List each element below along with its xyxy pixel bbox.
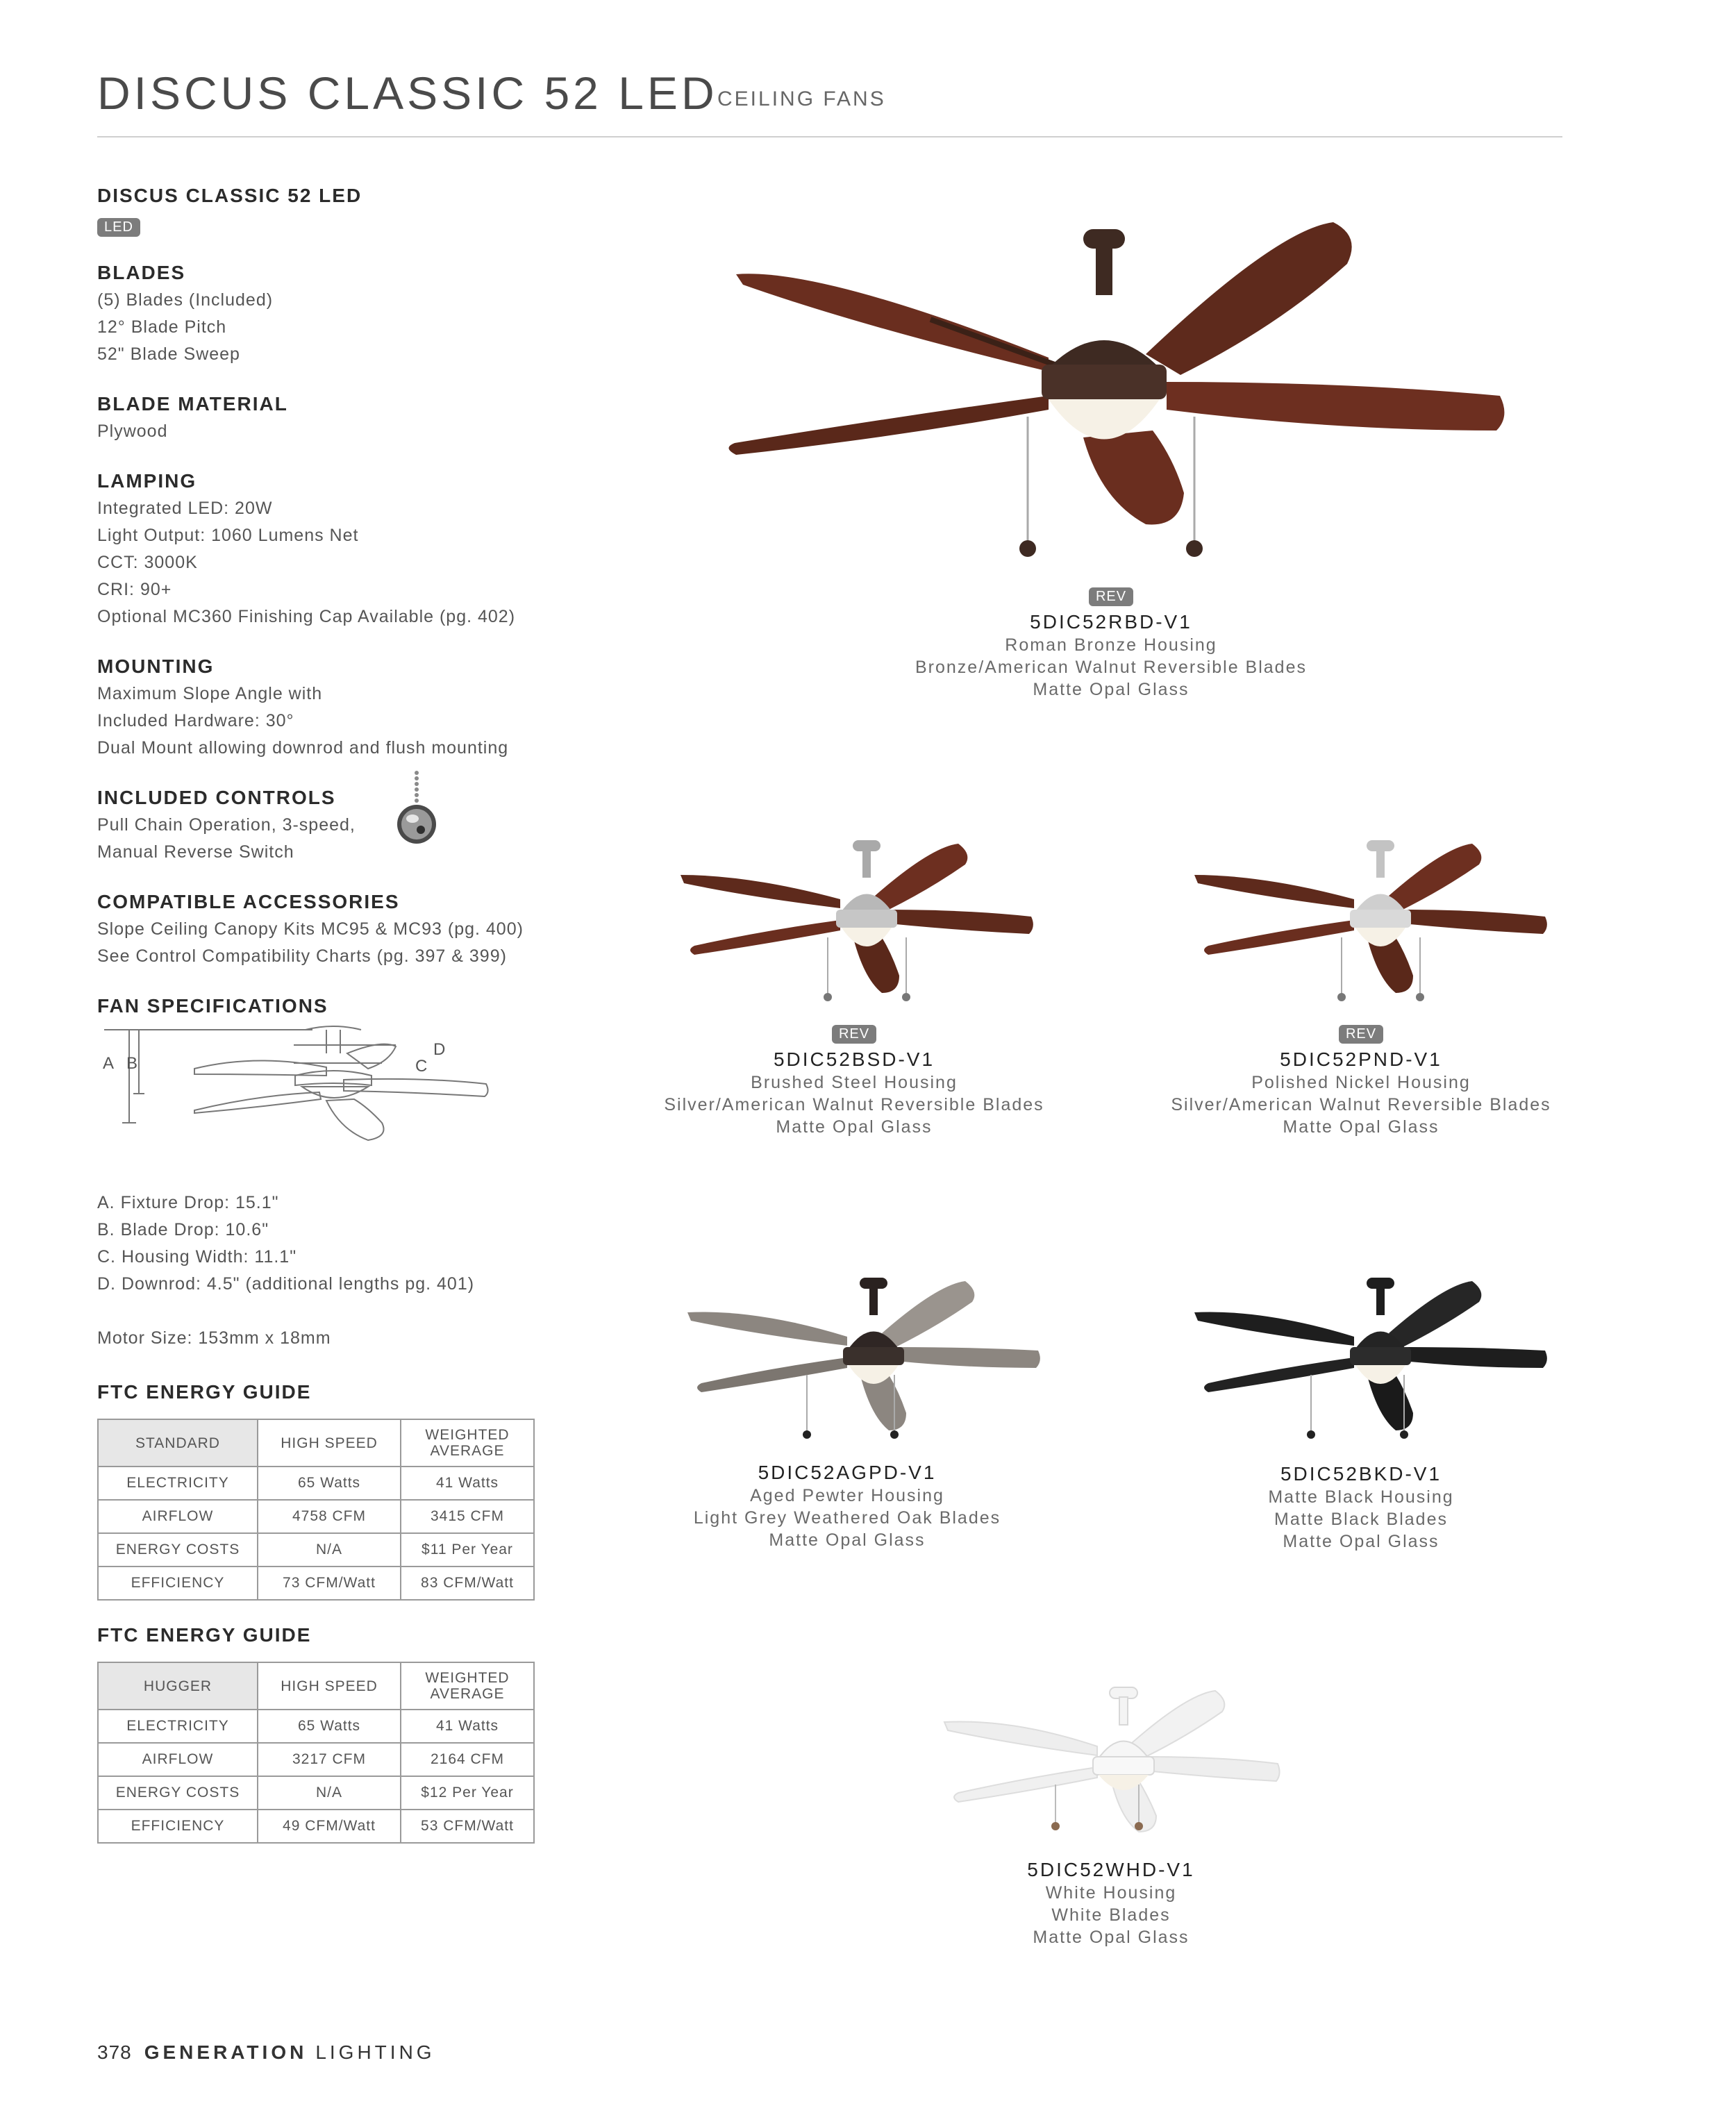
fan-specifications-heading: FAN SPECIFICATIONS: [97, 995, 328, 1017]
fan-specifications-section: [97, 992, 556, 1352]
product-desc-line: Matte Opal Glass: [776, 1117, 933, 1137]
high-speed-cell: 49 CFM/Watt: [258, 1810, 401, 1843]
ftc-standard-table: [97, 1419, 535, 1601]
row-label: EFFICIENCY: [98, 1567, 258, 1600]
product-card-white: [882, 1858, 1340, 1948]
row-label: ELECTRICITY: [98, 1710, 258, 1743]
table-row: [98, 1743, 534, 1776]
pull-chain-icon: [389, 770, 444, 846]
rev-badge: REV: [832, 1025, 876, 1044]
ftc-standard-heading: FTC ENERGY GUIDE: [97, 1381, 312, 1403]
blades-line: 52" Blade Sweep: [97, 344, 240, 364]
dimension-line: D. Downrod: 4.5" (additional lengths pg. 401): [97, 1274, 475, 1294]
accessories-heading: COMPATIBLE ACCESSORIES: [97, 891, 400, 912]
table-row: [98, 1567, 534, 1600]
product-desc-line: Polished Nickel Housing: [1251, 1073, 1471, 1092]
diagram-label-d: D: [433, 1040, 446, 1059]
row-label: AIRFLOW: [98, 1500, 258, 1533]
lamping-section: [97, 467, 556, 630]
led-badge: LED: [97, 218, 140, 237]
fan-image-aged-pewter: [674, 1271, 1062, 1451]
weighted-average-cell: 41 Watts: [401, 1710, 534, 1743]
weighted-average-cell: 2164 CFM: [401, 1743, 534, 1776]
fan-image-roman-bronze: [722, 208, 1514, 569]
column-header: HIGH SPEED: [258, 1419, 401, 1467]
table-row: [98, 1500, 534, 1533]
column-header-line: WEIGHTED: [425, 1670, 510, 1686]
row-label: AIRFLOW: [98, 1743, 258, 1776]
product-name-section: [97, 182, 556, 237]
lamping-line: Integrated LED: 20W: [97, 499, 273, 518]
product-model: 5DIC52RBD-V1: [1030, 611, 1192, 633]
page-title: DISCUS CLASSIC 52 LED: [97, 67, 718, 119]
dimension-line: B. Blade Drop: 10.6": [97, 1220, 269, 1239]
brand-suffix: LIGHTING: [315, 2041, 435, 2063]
ftc-hugger-table: [97, 1662, 535, 1844]
lamping-line: Optional MC360 Finishing Cap Available (pg. 402): [97, 607, 516, 626]
diagram-label-c: C: [415, 1057, 428, 1076]
weighted-average-cell: $12 Per Year: [401, 1776, 534, 1810]
product-desc-line: Roman Bronze Housing: [1005, 635, 1217, 655]
fan-dimension-diagram: [97, 1026, 514, 1158]
weighted-average-cell: 41 Watts: [401, 1467, 534, 1500]
lamping-line: CCT: 3000K: [97, 553, 198, 572]
included-controls-section: [97, 784, 556, 866]
product-desc-line: Matte Opal Glass: [1283, 1117, 1439, 1137]
product-desc-line: Matte Opal Glass: [1033, 1928, 1190, 1947]
brand-name: GENERATION: [144, 2041, 308, 2063]
included-controls-heading: INCLUDED CONTROLS: [97, 787, 336, 808]
weighted-average-cell: 53 CFM/Watt: [401, 1810, 534, 1843]
row-label: ENERGY COSTS: [98, 1776, 258, 1810]
fan-image-matte-black: [1180, 1271, 1569, 1451]
product-desc-line: White Blades: [1051, 1905, 1171, 1925]
blades-line: 12° Blade Pitch: [97, 317, 227, 337]
high-speed-cell: N/A: [258, 1776, 401, 1810]
mounting-line: Dual Mount allowing downrod and flush mounting: [97, 738, 509, 758]
blades-heading: BLADES: [97, 262, 186, 283]
high-speed-cell: 4758 CFM: [258, 1500, 401, 1533]
accessories-line: See Control Compatibility Charts (pg. 397 & 399): [97, 946, 507, 966]
product-desc-line: Matte Opal Glass: [1033, 680, 1190, 699]
high-speed-cell: 65 Watts: [258, 1710, 401, 1743]
product-model: 5DIC52BSD-V1: [773, 1049, 935, 1070]
rev-badge: REV: [1089, 587, 1133, 606]
table-row: [98, 1467, 534, 1500]
high-speed-cell: N/A: [258, 1533, 401, 1567]
product-desc-line: Aged Pewter Housing: [750, 1486, 944, 1505]
column-header: HUGGER: [98, 1662, 258, 1710]
row-label: ELECTRICITY: [98, 1467, 258, 1500]
ftc-standard-section: [97, 1378, 556, 1601]
column-header: [401, 1419, 534, 1467]
product-card-aged-pewter: [618, 1461, 1076, 1551]
spec-column: [97, 182, 556, 1844]
fan-image-polished-nickel: [1180, 833, 1569, 1014]
dimension-line: A. Fixture Drop: 15.1": [97, 1193, 279, 1212]
lamping-line: Light Output: 1060 Lumens Net: [97, 526, 359, 545]
fan-image-white: [930, 1680, 1292, 1847]
motor-size: Motor Size: 153mm x 18mm: [97, 1328, 331, 1348]
row-label: EFFICIENCY: [98, 1810, 258, 1843]
product-name-heading: DISCUS CLASSIC 52 LED: [97, 185, 362, 206]
product-model: 5DIC52BKD-V1: [1280, 1463, 1442, 1485]
product-card-roman-bronze: [882, 587, 1340, 701]
fan-image-brushed-steel: [667, 833, 1055, 1014]
product-card-matte-black: [1132, 1462, 1590, 1553]
mounting-line: Maximum Slope Angle with: [97, 684, 323, 703]
product-model: 5DIC52AGPD-V1: [758, 1462, 937, 1483]
mounting-heading: MOUNTING: [97, 655, 215, 677]
title-divider: [97, 136, 1562, 137]
controls-line: Manual Reverse Switch: [97, 842, 294, 862]
table-row: [98, 1710, 534, 1743]
ftc-hugger-section: [97, 1621, 556, 1844]
blade-material-heading: BLADE MATERIAL: [97, 393, 288, 415]
product-card-polished-nickel: [1132, 1025, 1590, 1138]
page-number: 378: [97, 2041, 132, 2063]
product-desc-line: Matte Black Blades: [1274, 1510, 1448, 1529]
diagram-label-a: A: [103, 1054, 115, 1073]
column-header-line: WEIGHTED: [425, 1427, 510, 1443]
product-desc-line: Matte Opal Glass: [769, 1530, 926, 1550]
lamping-line: CRI: 90+: [97, 580, 172, 599]
product-desc-line: Light Grey Weathered Oak Blades: [693, 1508, 1001, 1528]
product-desc-line: Silver/American Walnut Reversible Blades: [1171, 1095, 1551, 1114]
product-model: 5DIC52PND-V1: [1280, 1049, 1442, 1070]
mounting-line: Included Hardware: 30°: [97, 711, 294, 730]
blade-material-line: Plywood: [97, 421, 168, 441]
column-header: [401, 1662, 534, 1710]
high-speed-cell: 65 Watts: [258, 1467, 401, 1500]
table-row: [98, 1776, 534, 1810]
blades-line: (5) Blades (Included): [97, 290, 274, 310]
blade-material-section: [97, 390, 556, 445]
column-header: HIGH SPEED: [258, 1662, 401, 1710]
product-desc-line: Matte Black Housing: [1268, 1487, 1454, 1507]
column-header-line: AVERAGE: [430, 1443, 505, 1459]
dimension-line: C. Housing Width: 11.1": [97, 1247, 297, 1267]
product-card-brushed-steel: [625, 1025, 1083, 1138]
lamping-heading: LAMPING: [97, 470, 197, 492]
row-label: ENERGY COSTS: [98, 1533, 258, 1567]
high-speed-cell: 73 CFM/Watt: [258, 1567, 401, 1600]
weighted-average-cell: 83 CFM/Watt: [401, 1567, 534, 1600]
product-desc-line: Bronze/American Walnut Reversible Blades: [915, 658, 1307, 677]
product-desc-line: White Housing: [1045, 1883, 1177, 1903]
table-row: [98, 1810, 534, 1843]
ftc-hugger-heading: FTC ENERGY GUIDE: [97, 1624, 312, 1646]
accessories-section: [97, 888, 556, 970]
weighted-average-cell: $11 Per Year: [401, 1533, 534, 1567]
column-header-line: AVERAGE: [430, 1686, 505, 1702]
product-desc-line: Matte Opal Glass: [1283, 1532, 1439, 1551]
weighted-average-cell: 3415 CFM: [401, 1500, 534, 1533]
product-model: 5DIC52WHD-V1: [1027, 1859, 1195, 1880]
page-footer: [97, 2041, 435, 2064]
accessories-line: Slope Ceiling Canopy Kits MC95 & MC93 (pg. 400): [97, 919, 524, 939]
diagram-label-b: B: [126, 1054, 138, 1073]
column-header: STANDARD: [98, 1419, 258, 1467]
blades-section: [97, 259, 556, 368]
mounting-section: [97, 653, 556, 762]
product-desc-line: Silver/American Walnut Reversible Blades: [664, 1095, 1044, 1114]
page-subtitle: CEILING FANS: [717, 87, 886, 110]
rev-badge: REV: [1339, 1025, 1383, 1044]
high-speed-cell: 3217 CFM: [258, 1743, 401, 1776]
product-desc-line: Brushed Steel Housing: [751, 1073, 958, 1092]
table-row: [98, 1533, 534, 1567]
controls-line: Pull Chain Operation, 3-speed,: [97, 815, 356, 835]
